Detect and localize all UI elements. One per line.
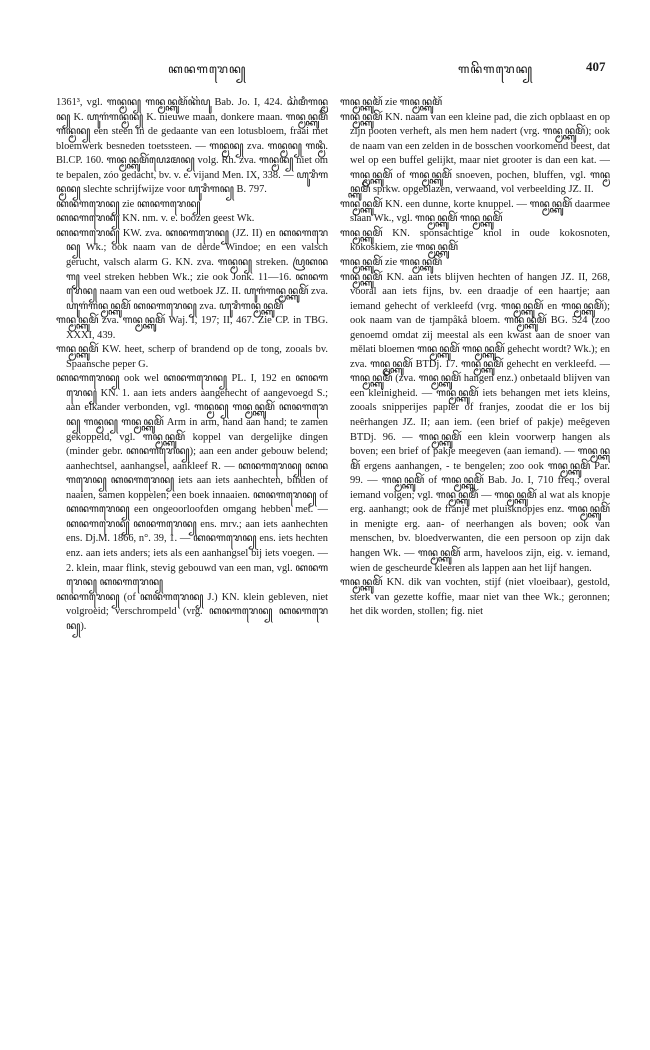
dictionary-entry: ꦒꦤ꧀ꦩꦤ꧀ꦏꦸꦩꦼꦂ KN. een dunne, korte knuppel. — ꦒꦤ꧀ꦩꦤ꧀ꦏꦸꦩꦼꦂ daarmee slaan Wk., vgl. ꦒꦤ꧀ꦩꦤ꧀ꦏꦸꦩꦼꦂ ꦒꦤ꧀ꦩꦤ꧀ꦏꦸꦩꦼꦂ: [340, 198, 610, 225]
dictionary-entry-continuation: 1361³, vgl. ꦒꦤ꧀ꦩꦤ꧀ ꦒꦤ꧀ꦩꦤ꧀ꦏꦸꦩꦼꦂꦏꦼꦥꦸ Bab. Jo. I, 424. ꦱꦼꦩꦶꦒꦤ꧀ꦩꦤ꧀ K. ꦲꦸꦒꦁꦒꦤ꧀ꦩꦤ꧀ K. nieuwe maan, donkere maan. ꦒꦤ꧀ꦩꦤ꧀ꦏꦸꦩꦼꦂ ꦒꦤ꧀ꦩꦤ꧀ een steen in de gedaante van een lotusbloem, fraai met bloemwerk besneden toetssteen. — ꦒꦤ꧀ꦩꦤ꧀ zva. ꦒꦤ꧀ꦩꦤ꧀ ꦒꦤ꧀ꦩꦶ. Bl.CP. 160. ꦒꦤ꧀ꦩꦤ꧀ꦏꦸꦩꦼꦂꦥꦺꦴꦩꦤ꧀ volg. Rh. zva. ꦒꦤ꧀ꦩꦤ꧀ niet om te bepalen, zóo gedacht, bv. v. e. vijand Men. IX, 338. — ꦲꦸꦫꦶꦒꦤ꧀ꦩꦤ꧀ slechte schrijfwijze voor ꦲꦸꦫꦶꦒꦤ꧀ B. 797.: [56, 97, 328, 196]
dictionary-entry: ꦒꦤ꧀ꦩꦤ꧀ꦏꦸꦩꦼꦂ KW. heet, scherp of brandend op de tong, zooals bv. Spaansche peper G.: [56, 344, 328, 370]
dictionary-entry: ꦒꦤ꧀ꦩꦤ꧀ꦏꦸꦩꦼꦂ zva. ꦒꦤ꧀ꦩꦤ꧀ꦏꦸꦩꦼꦂ Waj. I, 197; II, 467. Zie CP. in TBG. XXXI, 439.: [56, 315, 328, 341]
dictionary-entry: ꦏꦤꦒꦫꦺꦤ꧀ KW. zva. ꦏꦤꦒꦫꦺꦤ꧀ (JZ. II) en ꦏꦤꦒꦫꦺꦤ꧀ Wk.; ook naam van de derde Windoe; en een valsch gerucht, valsch alarm G. KN. zva. ꦒꦤ꧀ꦩꦤ꧀ streken. ꦥꦿꦏꦤꦒ꧀ veel streken hebben Wk.; zie ook Jonk. 11—16. ꦏꦤꦒꦫꦺꦤ꧀ naam van een oud wetboek JZ. II. ꦲꦸꦒꦁꦒꦤ꧀ꦩꦤ꧀ꦏꦸꦩꦼꦂ zva. ꦲꦸꦒꦁꦒꦤ꧀ꦩꦤ꧀ꦏꦸꦩꦼꦂ ꦏꦤꦒꦫꦺꦤ꧀ zva. ꦲꦸꦫꦶꦒꦤ꧀ꦩꦤ꧀ꦏꦸꦩꦼꦂ: [56, 227, 328, 312]
page-number: 407: [586, 59, 606, 74]
left-running-head: ꦏꦤꦒꦫꦺꦤ꧀: [168, 62, 247, 76]
dictionary-entry: ꦒꦤ꧀ꦩꦤ꧀ꦏꦸꦩꦼꦂ KN. naam van een kleine pad, die zich opblaast en op zijn pooten verheft, als men hem nadert (vrg. ꦒꦤ꧀ꦩꦤ꧀ꦏꦸꦩꦼꦂ); ook de naam van een zelden in de bosschen voorkomend beest, dat wel op een buffel gelijkt, maar niet grooter is dan een kat. — ꦒꦤ꧀ꦩꦤ꧀ꦏꦸꦩꦼꦂ of ꦒꦤ꧀ꦩꦤ꧀ꦏꦸꦩꦼꦂ snoeven, pochen, bluffen, vgl. ꦒꦤ꧀ꦩꦤ꧀ꦏꦸꦩꦼꦂ sprkw. opgeblazen, verwaand, vol verbeelding JZ. II.: [340, 111, 610, 196]
dictionary-entry: ꦒꦤ꧀ꦩꦤ꧀ꦏꦸꦩꦼꦂ KN. dik van vochten, stijf (niet vloeibaar), gestold, sterk van gezette koffie, maar niet van thee Wk.; geronnen; het dik worden, stollen; fig. niet: [340, 577, 610, 618]
page-header: [0, 60, 650, 82]
dictionary-entry: ꦏꦤꦒꦫꦺꦤ꧀ zie ꦏꦤꦒꦫꦺꦤ꧀: [56, 198, 201, 210]
dictionary-entry: ꦏꦤꦒꦫꦺꦤ꧀ (of ꦏꦤꦒꦫꦺꦤ꧀ J.) KN. klein gebleven, niet volgroeid; verschrompeld (vrg. ꦏꦤꦒꦫꦺꦤ꧀ ꦏꦤꦒꦫꦺꦤ꧀).: [56, 591, 328, 632]
dictionary-entry: ꦒꦤ꧀ꦩꦤ꧀ꦏꦸꦩꦼꦂ KN. sponsachtige knol in oude kokosnoten, kokoskiem, zie ꦒꦤ꧀ꦩꦤ꧀ꦏꦸꦩꦼꦂ: [340, 227, 610, 254]
left-column: [56, 96, 328, 1026]
dictionary-entry: ꦒꦤ꧀ꦩꦤ꧀ꦏꦸꦩꦼꦂ KN. aan iets blijven hechten of hangen JZ. II, 268, vooral aan iets fijns, bv. een draadje of een haartje; aan iemand gehecht of verkleefd (vrg. ꦒꦤ꧀ꦩꦤ꧀ꦏꦸꦩꦼꦂ en ꦒꦤ꧀ꦩꦤ꧀ꦏꦸꦩꦼꦂ); ook naam van de tjampåkå bloem. ꦒꦤ꧀ꦩꦤ꧀ꦏꦸꦩꦼꦂ BG. 524 (zoo genoemd omdat zij meestal als een kwast aan de snoer van mělati bloemen ꦒꦤ꧀ꦩꦤ꧀ꦏꦸꦩꦼꦂ ꦒꦤ꧀ꦩꦤ꧀ꦏꦸꦩꦼꦂ gehecht wordt? Wk.); en zva. ꦒꦤ꧀ꦩꦤ꧀ꦏꦸꦩꦼꦂ BTDj. 17. ꦒꦤ꧀ꦩꦤ꧀ꦏꦸꦩꦼꦂ gehecht en verkleefd. — ꦒꦤ꧀ꦩꦤ꧀ꦏꦸꦩꦼꦂ (zva. ꦒꦤ꧀ꦩꦤ꧀ꦏꦸꦩꦼꦂ hangen enz.) onbetaald blijven van een kleinigheid. — ꦒꦤ꧀ꦩꦤ꧀ꦏꦸꦩꦼꦂ iets behangen met iets kleins, zooals snipperijes papier of franjes, zoodat die er los bij neêrhangen JZ. II; aan iem. (een brief of pakje) meêgeven BTDj. 96. — ꦒꦤ꧀ꦩꦤ꧀ꦏꦸꦩꦼꦂ een klein voorwerp hangen als boven; een brief of pakje meegeven (aan iemand). — ꦒꦤ꧀ꦩꦤ꧀ꦏꦸꦩꦼꦂ ergens aanhangen, - te bengelen; zoo ook ꦒꦤ꧀ꦩꦤ꧀ꦏꦸꦩꦼꦂ Par. 99. — ꦒꦤ꧀ꦩꦤ꧀ꦏꦸꦩꦼꦂ of ꦒꦤ꧀ꦩꦤ꧀ꦏꦸꦩꦼꦂ Bab. Jo. I, 710 freq.; overal iemand volgen; vgl. ꦒꦤ꧀ꦩꦤ꧀ꦏꦸꦩꦼꦂ — ꦒꦤ꧀ꦩꦤ꧀ꦏꦸꦩꦼꦂ al wat als knopje erg. aanhangt; ook de franje met pluisknopjes enz. ꦒꦤ꧀ꦩꦤ꧀ꦏꦸꦩꦼꦂ in menigte erg. aan- of neerhangen als boven; ook van menschen, bv. bloedverwanten, die een persoon op zijn dak hangen Wk. — ꦒꦤ꧀ꦩꦤ꧀ꦏꦸꦩꦼꦂ arm, haveloos zijn, eig. v. iemand, wien de gescheurde kleeren als lappen aan het lijf hangen.: [340, 271, 610, 574]
dictionary-entry: ꦏꦤꦒꦫꦺꦤ꧀ KN. nm. v. e. boozen geest Wk.: [56, 213, 255, 225]
dictionary-entry: ꦒꦤ꧀ꦩꦤ꧀ꦏꦸꦩꦼꦂ zie ꦒꦤ꧀ꦩꦤ꧀ꦏꦸꦩꦼꦂ: [340, 97, 443, 108]
dictionary-entry: ꦒꦤ꧀ꦩꦤ꧀ꦏꦸꦩꦼꦂ zie ꦒꦤ꧀ꦩꦤ꧀ꦏꦸꦩꦼꦂ: [340, 257, 443, 269]
dictionary-entry: ꦏꦤꦒꦫꦺꦤ꧀ ook wel ꦏꦤꦒꦫꦺꦤ꧀ PL. I, 192 en ꦏꦤꦒꦫꦺꦤ꧀ KN. 1. aan iets anders aangehecht of aangevoegd S.; aan elkander verbonden, vgl. ꦒꦤ꧀ꦩꦤ꧀ ꦒꦤ꧀ꦩꦤ꧀ꦏꦸꦩꦼꦂ ꦏꦤꦒꦫꦺꦤ꧀ ꦒꦤ꧀ꦩꦤ꧀ ꦒꦤ꧀ꦩꦤ꧀ꦏꦸꦩꦼꦂ Arm in arm, hand aan hand; te zamen gekoppeld, vgl. ꦒꦤ꧀ꦩꦤ꧀ꦏꦸꦩꦼꦂ koppel van dergelijke dingen (minder gebr. ꦏꦤꦒꦫꦺꦤ꧀); aan een ander gebouw belend; aanhechtsel, aanhangsel, aankleef R. — ꦏꦤꦒꦫꦺꦤ꧀ ꦏꦤꦒꦫꦺꦤ꧀ ꦏꦤꦒꦫꦺꦤ꧀ iets aan iets aanhechten, binden of naaien, samen koppelen; een boek innaaien. ꦏꦤꦒꦫꦺꦤ꧀ of ꦏꦤꦒꦫꦺꦤ꧀ een ongeoorloofden omgang hebben met. — ꦏꦤꦒꦫꦺꦤ꧀ ꦏꦤꦒꦫꦺꦤ꧀ ens. mrv.; aan iets aanhechten ens. Dj.M. 1866, n°. 39, 1. — ꦏꦤꦒꦫꦺꦤ꧀ ens. iets hechten enz. aan iets anders; iets als een aanhangsel bij iets voegen. — 2. klein, maar flink, stevig gebouwd van een man, vgl. ꦏꦤꦒꦫꦺꦤ꧀ ꦏꦤꦒꦫꦺꦤ꧀: [56, 373, 328, 589]
right-running-head: ꦒꦤꦼꦒꦫꦺꦤ꧀: [458, 62, 534, 76]
right-column: [340, 96, 610, 1026]
